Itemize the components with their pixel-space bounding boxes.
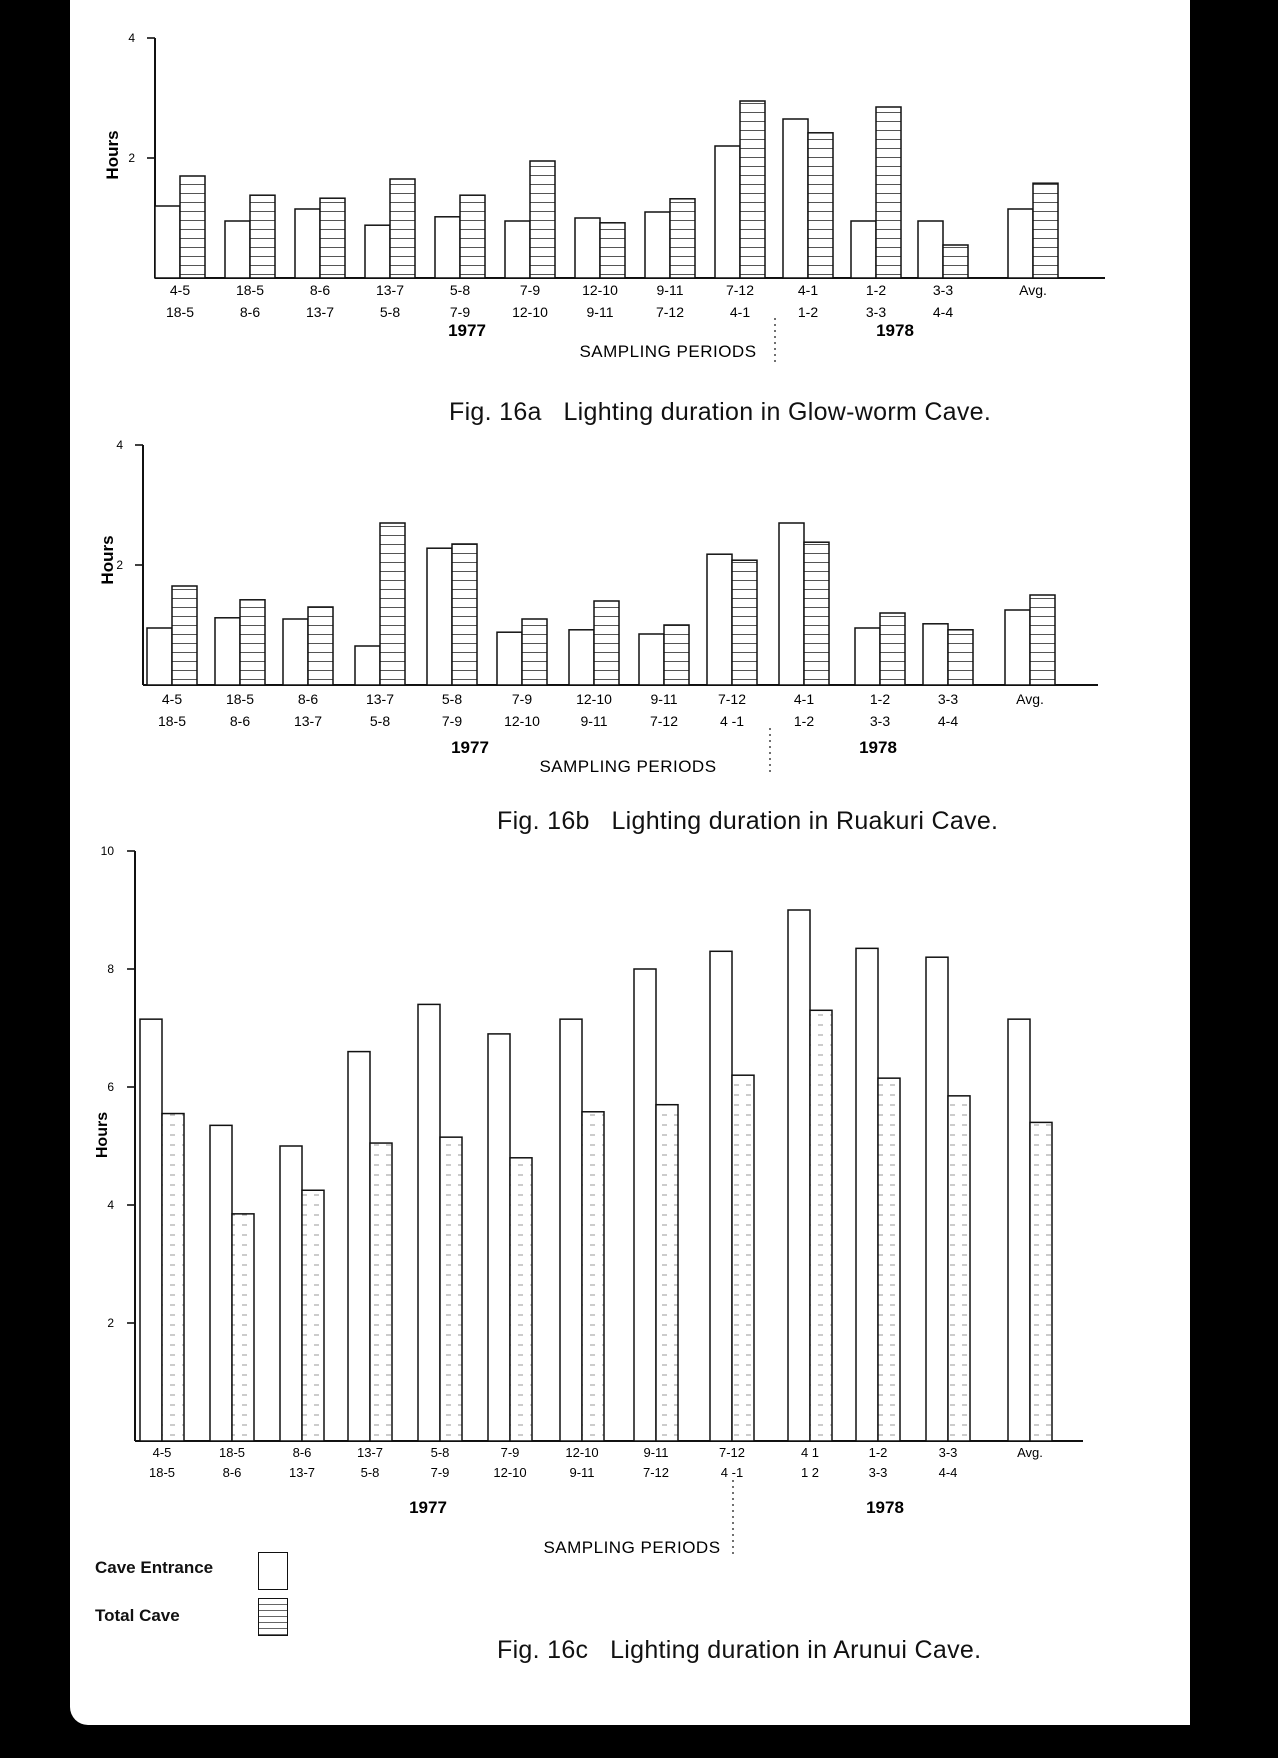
bar-total-cave [232, 1214, 254, 1441]
x-category-label-top: 4-1 [793, 691, 815, 707]
x-category-label-top: 1-2 [869, 691, 891, 707]
bar-cave-entrance [1008, 1019, 1030, 1441]
x-category-label-bottom: 12-10 [504, 713, 540, 729]
x-category-label-top: 3-3 [938, 1445, 958, 1460]
bar-cave-entrance [783, 119, 808, 278]
year-label: 1977 [448, 321, 486, 340]
x-category-label-bottom: 12-10 [493, 1465, 527, 1480]
bar-total-cave [582, 1112, 604, 1441]
x-category-label-bottom: 7-12 [655, 304, 685, 320]
x-category-label-top: 3-3 [932, 282, 954, 298]
bar-cave-entrance [560, 1019, 582, 1441]
bar-total-cave [670, 199, 695, 278]
bar-cave-entrance [365, 225, 390, 278]
x-category-label-top: 5-8 [430, 1445, 450, 1460]
x-category-label-top: 18-5 [225, 691, 255, 707]
x-category-label-top: 4-5 [161, 691, 183, 707]
x-category-label-bottom: 13-7 [305, 304, 335, 320]
y-tick-label: 10 [100, 844, 114, 858]
x-category-label-top: 9-11 [650, 691, 678, 707]
y-tick-label: 8 [107, 962, 114, 976]
bar-total-cave [162, 1114, 184, 1441]
x-category-label-top: 18-5 [235, 282, 265, 298]
x-category-label-top: 9-11 [656, 282, 684, 298]
x-category-label-top: 9-11 [643, 1445, 669, 1460]
bar-total-cave [1030, 595, 1055, 685]
x-category-label-top: 12-10 [576, 691, 612, 707]
caption-fig-16b: Fig. 16b Lighting duration in Ruakuri Cave. [497, 807, 999, 835]
x-category-label-top: Avg. [1017, 1445, 1043, 1460]
x-category-label-bottom: 4-4 [938, 1465, 958, 1480]
x-category-label-top: 4 1 [800, 1445, 820, 1460]
bar-total-cave [180, 176, 205, 278]
x-category-label-top: 7-12 [725, 282, 755, 298]
x-category-label-bottom: 7-9 [441, 713, 463, 729]
bar-cave-entrance [923, 624, 948, 685]
x-category-label-bottom: 5-8 [360, 1465, 380, 1480]
chart-arunui-cave [94, 844, 1083, 1558]
bar-cave-entrance [215, 618, 240, 685]
x-category-label-top: Avg. [1016, 691, 1044, 707]
x-category-label-bottom: 13-7 [293, 713, 323, 729]
bar-cave-entrance [569, 630, 594, 685]
caption-fig-16c: Fig. 16c Lighting duration in Arunui Cave. [497, 1636, 982, 1664]
x-category-label-top: 4-5 [169, 282, 191, 298]
bar-total-cave [250, 195, 275, 278]
x-category-label-top: 3-3 [937, 691, 959, 707]
bar-cave-entrance [225, 221, 250, 278]
bar-total-cave [302, 1190, 324, 1441]
bar-cave-entrance [1008, 209, 1033, 278]
bar-total-cave [530, 161, 555, 278]
legend-total-swatch [258, 1598, 288, 1636]
x-category-label-top: 4-1 [797, 282, 819, 298]
bar-total-cave [460, 195, 485, 278]
bar-cave-entrance [779, 523, 804, 685]
bar-cave-entrance [210, 1125, 232, 1441]
bar-cave-entrance [645, 212, 670, 278]
bar-total-cave [948, 1096, 970, 1441]
bar-total-cave [810, 1010, 832, 1441]
x-category-label-bottom: 7-12 [642, 1465, 670, 1480]
bar-cave-entrance [155, 206, 180, 278]
bar-cave-entrance [639, 634, 664, 685]
bar-cave-entrance [788, 910, 810, 1441]
x-category-label-bottom: 4-4 [937, 713, 959, 729]
bar-cave-entrance [147, 628, 172, 685]
y-tick-label: 2 [128, 151, 135, 165]
x-category-label-bottom: 3-3 [869, 713, 891, 729]
x-category-label-bottom: 7-9 [449, 304, 471, 320]
x-category-label-top: 1-2 [865, 282, 887, 298]
x-category-label-bottom: 13-7 [288, 1465, 316, 1480]
caption-fig-16a: Fig. 16a Lighting duration in Glow-worm Cave. [449, 398, 992, 426]
bar-total-cave [804, 542, 829, 685]
bar-total-cave [732, 560, 757, 685]
x-category-label-bottom: 4 -1 [720, 1465, 744, 1480]
x-category-label-top: Avg. [1019, 282, 1047, 298]
bar-total-cave [308, 607, 333, 685]
chart-glow-worm-cave [103, 31, 1105, 362]
bar-total-cave [876, 107, 901, 278]
bar-cave-entrance [140, 1019, 162, 1441]
x-category-label-top: 4-5 [152, 1445, 172, 1460]
bar-total-cave [380, 523, 405, 685]
x-category-label-bottom: 5-8 [379, 304, 401, 320]
bar-total-cave [172, 586, 197, 685]
y-axis-label: Hours [94, 1111, 111, 1159]
x-category-label-bottom: 8-6 [239, 304, 261, 320]
x-category-label-top: 1-2 [868, 1445, 888, 1460]
bar-total-cave [522, 619, 547, 685]
bar-total-cave [390, 179, 415, 278]
x-category-label-bottom: 7-12 [649, 713, 679, 729]
bar-total-cave [656, 1105, 678, 1441]
bar-total-cave [943, 245, 968, 278]
x-category-label-bottom: 3-3 [868, 1465, 888, 1480]
x-category-label-top: 7-9 [519, 282, 541, 298]
bar-cave-entrance [707, 554, 732, 685]
year-label: 1977 [451, 738, 489, 757]
x-category-label-top: 5-8 [449, 282, 471, 298]
year-label: 1978 [859, 738, 897, 757]
x-axis-label: SAMPLING PERIODS [539, 757, 717, 776]
x-category-label-bottom: 1 2 [800, 1465, 820, 1480]
bar-cave-entrance [855, 628, 880, 685]
bar-total-cave [880, 613, 905, 685]
x-category-label-bottom: 12-10 [512, 304, 548, 320]
bar-total-cave [320, 198, 345, 278]
bar-cave-entrance [856, 948, 878, 1441]
bar-total-cave [440, 1137, 462, 1441]
x-category-label-top: 7-12 [717, 691, 747, 707]
x-category-label-top: 12-10 [565, 1445, 599, 1460]
bar-cave-entrance [1005, 610, 1030, 685]
x-category-label-bottom: 8-6 [222, 1465, 242, 1480]
y-tick-label: 6 [107, 1080, 114, 1094]
bar-total-cave [664, 625, 689, 685]
x-category-label-top: 8-6 [297, 691, 319, 707]
bar-total-cave [600, 223, 625, 278]
y-tick-label: 4 [128, 31, 135, 45]
bar-cave-entrance [634, 969, 656, 1441]
x-category-label-bottom: 4-1 [729, 304, 751, 320]
legend-entrance-label: Cave Entrance [95, 1558, 214, 1577]
chart-ruakuri-cave [98, 438, 1098, 776]
bar-total-cave [948, 630, 973, 685]
bar-total-cave [452, 544, 477, 685]
y-axis-label: Hours [98, 535, 117, 585]
x-category-label-top: 18-5 [218, 1445, 246, 1460]
x-axis-label: SAMPLING PERIODS [579, 342, 757, 361]
y-tick-label: 2 [107, 1316, 114, 1330]
bar-total-cave [740, 101, 765, 278]
bar-total-cave [370, 1143, 392, 1441]
bar-cave-entrance [295, 209, 320, 278]
bar-cave-entrance [710, 951, 732, 1441]
y-tick-label: 4 [116, 438, 123, 452]
year-label: 1978 [866, 1498, 904, 1517]
x-category-label-top: 5-8 [441, 691, 463, 707]
bar-cave-entrance [418, 1004, 440, 1441]
x-category-label-bottom: 4-4 [932, 304, 954, 320]
bar-total-cave [594, 601, 619, 685]
x-category-label-top: 8-6 [309, 282, 331, 298]
x-category-label-bottom: 5-8 [369, 713, 391, 729]
x-category-label-bottom: 9-11 [580, 713, 608, 729]
x-category-label-bottom: 18-5 [157, 713, 187, 729]
x-category-label-top: 7-9 [500, 1445, 520, 1460]
bar-cave-entrance [851, 221, 876, 278]
bar-cave-entrance [575, 218, 600, 278]
bar-cave-entrance [918, 221, 943, 278]
y-tick-label: 2 [116, 558, 123, 572]
x-category-label-bottom: 4 -1 [719, 713, 745, 729]
y-axis-label: Hours [103, 130, 122, 180]
x-category-label-top: 13-7 [365, 691, 395, 707]
x-category-label-bottom: 8-6 [229, 713, 251, 729]
bar-cave-entrance [497, 632, 522, 685]
bar-total-cave [878, 1078, 900, 1441]
bar-total-cave [1033, 183, 1058, 278]
bar-cave-entrance [283, 619, 308, 685]
x-category-label-bottom: 9-11 [586, 304, 614, 320]
bar-cave-entrance [505, 221, 530, 278]
bar-cave-entrance [427, 548, 452, 685]
year-label: 1978 [876, 321, 914, 340]
x-category-label-bottom: 18-5 [148, 1465, 176, 1480]
bar-total-cave [732, 1075, 754, 1441]
x-axis-label: SAMPLING PERIODS [543, 1538, 721, 1557]
year-label: 1977 [409, 1498, 447, 1517]
x-category-label-bottom: 1-2 [793, 713, 815, 729]
x-category-label-top: 8-6 [292, 1445, 312, 1460]
x-category-label-top: 13-7 [375, 282, 405, 298]
bar-cave-entrance [715, 146, 740, 278]
bar-total-cave [808, 133, 833, 278]
bar-cave-entrance [926, 957, 948, 1441]
x-category-label-bottom: 7-9 [430, 1465, 450, 1480]
legend-entrance-swatch [258, 1552, 288, 1590]
x-category-label-bottom: 9-11 [569, 1465, 595, 1480]
legend-total-label: Total Cave [95, 1606, 180, 1625]
x-category-label-bottom: 3-3 [865, 304, 887, 320]
x-category-label-top: 12-10 [582, 282, 618, 298]
x-category-label-bottom: 18-5 [165, 304, 195, 320]
bar-total-cave [510, 1158, 532, 1441]
bar-cave-entrance [435, 217, 460, 278]
y-tick-label: 4 [107, 1198, 114, 1212]
x-category-label-bottom: 1-2 [797, 304, 819, 320]
bar-cave-entrance [355, 646, 380, 685]
x-category-label-top: 13-7 [356, 1445, 384, 1460]
bar-total-cave [1030, 1122, 1052, 1441]
bar-total-cave [240, 600, 265, 685]
x-category-label-top: 7-12 [718, 1445, 746, 1460]
bar-cave-entrance [488, 1034, 510, 1441]
bar-cave-entrance [348, 1052, 370, 1441]
x-category-label-top: 7-9 [511, 691, 533, 707]
bar-cave-entrance [280, 1146, 302, 1441]
